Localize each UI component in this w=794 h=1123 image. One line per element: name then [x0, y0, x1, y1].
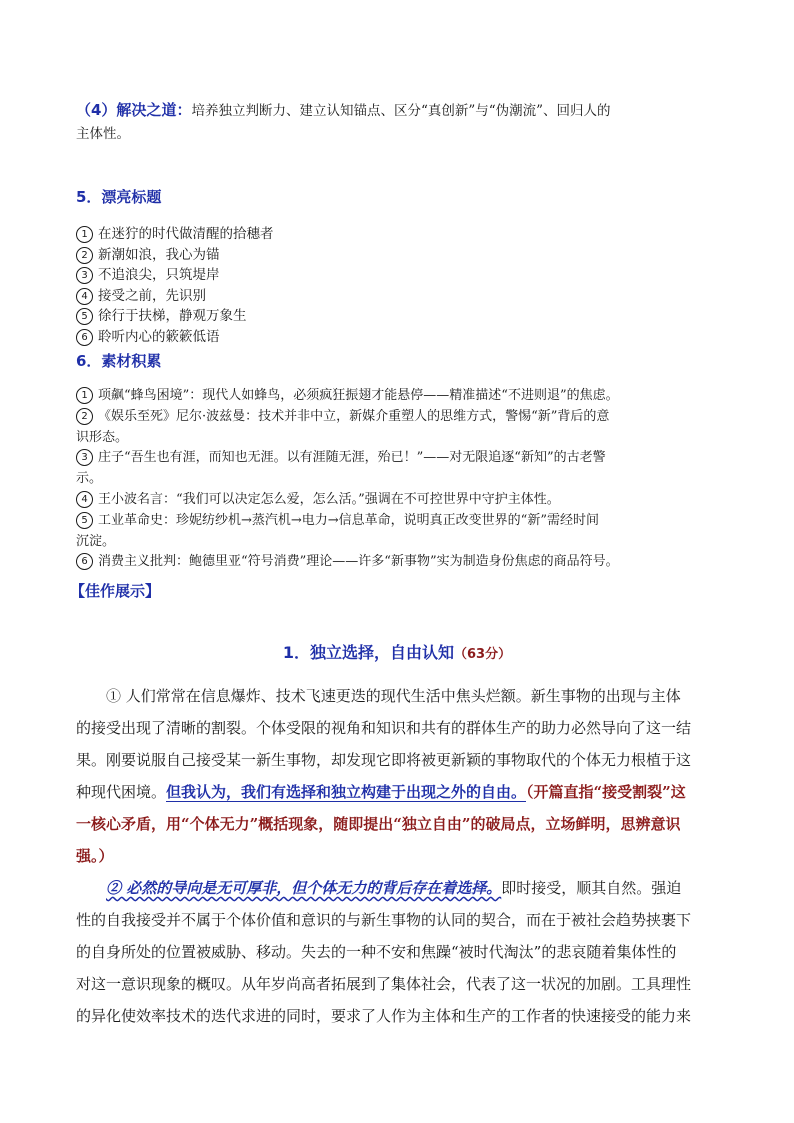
materials-heading: 6．素材积累	[76, 352, 162, 370]
material-item-text: 《娱乐至死》尼尔·波兹曼：技术并非中立，新媒介重塑人的思维方式，警惕“新”背后的意	[98, 408, 610, 424]
essay-title	[0, 640, 794, 663]
material-item-text: 消费主义批判：鲍德里亚“符号消费”理论——许多“新事物”实为制造身份焦虑的商品符号。	[98, 554, 619, 570]
essay-score: （63分）	[454, 647, 512, 662]
essay-p1-thesis: 但我认为，我们有选择和独立构建于出现之外的自由。	[166, 783, 527, 801]
circled-number: 3	[76, 267, 93, 284]
title-item	[76, 224, 726, 244]
solution-line-1	[76, 100, 726, 121]
essay-p2-line-5: 的异化使效率技术的迭代求进的同时，要求了人作为主体和生产的工作者的快速接受的能力来	[76, 1007, 692, 1025]
title-item	[76, 306, 726, 326]
material-item-text: 庄子“吾生也有涯，而知也无涯。以有涯随无涯，殆已！”——对无限追逐“新知”的古老警	[98, 450, 606, 466]
essay-p1-line-1: ① 人们常常在信息爆炸、技术飞速更迭的现代生活中焦头烂额。新生事物的出现与主体	[106, 687, 681, 705]
title-item	[76, 286, 726, 306]
circled-number: 2	[76, 408, 93, 425]
titles-heading: 5．漂亮标题	[76, 188, 162, 206]
circled-number: 2	[76, 247, 93, 264]
item-number-badge	[76, 490, 98, 510]
essay-p1-comment-start: （开篇直指“接受割裂”这	[526, 783, 686, 801]
solution-line-2: 主体性。	[76, 126, 130, 142]
title-item-text: 在迷狞的时代做清醒的拾穗者	[98, 226, 274, 242]
item-number-badge	[76, 306, 98, 326]
material-item	[76, 386, 726, 406]
item-number-badge	[76, 511, 98, 531]
essay-p1-line-4-plain: 种现代困境。	[76, 783, 167, 801]
item-number-badge	[76, 386, 98, 406]
circled-number: 1	[76, 226, 93, 243]
essay-p2-topic-sentence: ② 必然的导向是无可厚非，但个体无力的背后存在着选择。	[106, 879, 502, 897]
solution-text-1: 培养独立判断力、建立认知锚点、区分“真创新”与“伪潮流”、回归人的	[191, 103, 611, 119]
essay-p1-comment-line-2: 一核心矛盾，用“个体无力”概括现象，随即提出“独立自由”的破局点，立场鲜明，思辨意识	[76, 815, 681, 833]
circled-number: 4	[76, 491, 93, 508]
title-item-text: 徐行于扶梯，静观万象生	[98, 308, 247, 325]
material-item-text: 项飙“蜂鸟困境”：现代人如蜂鸟，必须疯狂振翅才能悬停——精准描述“不进则退”的焦虑。	[98, 388, 619, 403]
circled-number: 1	[76, 387, 93, 404]
material-item-text: 工业革命史：珍妮纺纱机→蒸汽机→电力→信息革命，说明真正改变世界的“新”需经时间	[98, 512, 599, 528]
material-item	[76, 511, 726, 531]
item-number-badge	[76, 448, 98, 468]
item-number-badge	[76, 245, 98, 265]
essay-title-text: 1．独立选择，自由认知	[282, 643, 455, 662]
essay-p2-line-1-rest: 即时接受，顺其自然。强迫	[501, 879, 682, 897]
material-item-text: 示。	[76, 471, 103, 487]
title-item	[76, 245, 726, 265]
item-number-badge	[76, 327, 98, 347]
circled-number: 6	[76, 329, 93, 346]
material-item-continuation	[76, 428, 726, 448]
essay-p2-line-3: 的自身所处的位置被威胁、移动。失去的一种不安和焦躁“被时代淘汰”的悲哀随着集体性的	[76, 943, 677, 961]
circled-number: 3	[76, 449, 93, 466]
title-item-text: 新潮如浪，我心为锚	[98, 246, 220, 263]
item-number-badge	[76, 552, 98, 572]
item-number-badge	[76, 407, 98, 427]
material-item	[76, 407, 726, 427]
title-item-text: 不追浪尖，只筑堤岸	[98, 267, 220, 284]
material-item-continuation	[76, 532, 726, 552]
essay-p1-line-3: 果。刚要说服自己接受某一新生事物，却发现它即将被更新颖的事物取代的个体无力根植于这	[76, 751, 692, 769]
title-item-text: 接受之前，先识别	[98, 287, 206, 304]
essay-p1-line-4	[76, 776, 726, 808]
essay-p2-line-4: 对这一意识现象的概叹。从年岁尚高者拓展到了集体社会，代表了这一状况的加剧。工具理性	[76, 975, 692, 993]
title-item	[76, 265, 726, 285]
essay-p2-line-2: 性的自我接受并不属于个体价值和意识的与新生事物的认同的契合，而在于被社会趋势挟裹下	[76, 911, 692, 929]
title-item-text: 聆听内心的簌簌低语	[98, 329, 220, 345]
essay-p2-line-1	[76, 872, 726, 904]
circled-number: 4	[76, 288, 93, 305]
essay-p1-comment-line-3: 强。）	[76, 847, 114, 865]
essay-p1-line-2: 的接受出现了清晰的割裂。个体受限的视角和知识和共有的群体生产的助力必然导向了这一结	[76, 719, 692, 737]
circled-number: 5	[76, 512, 93, 529]
solution-label: （4）解决之道：	[76, 101, 192, 119]
material-item	[76, 490, 726, 510]
material-item-text: 识形态。	[76, 429, 129, 445]
circled-number: 5	[76, 308, 93, 325]
material-item-text: 王小波名言：“我们可以决定怎么爱，怎么活。”强调在不可控世界中守护主体性。	[98, 492, 560, 507]
item-number-badge	[76, 265, 98, 285]
showcase-banner: 【佳作展示】	[70, 582, 161, 600]
circled-number: 6	[76, 553, 93, 570]
material-item	[76, 552, 726, 572]
item-number-badge	[76, 286, 98, 306]
item-number-badge	[76, 224, 98, 244]
material-item-text: 沉淀。	[76, 533, 116, 549]
material-item	[76, 448, 726, 468]
material-item-continuation	[76, 469, 726, 489]
title-item	[76, 327, 726, 347]
